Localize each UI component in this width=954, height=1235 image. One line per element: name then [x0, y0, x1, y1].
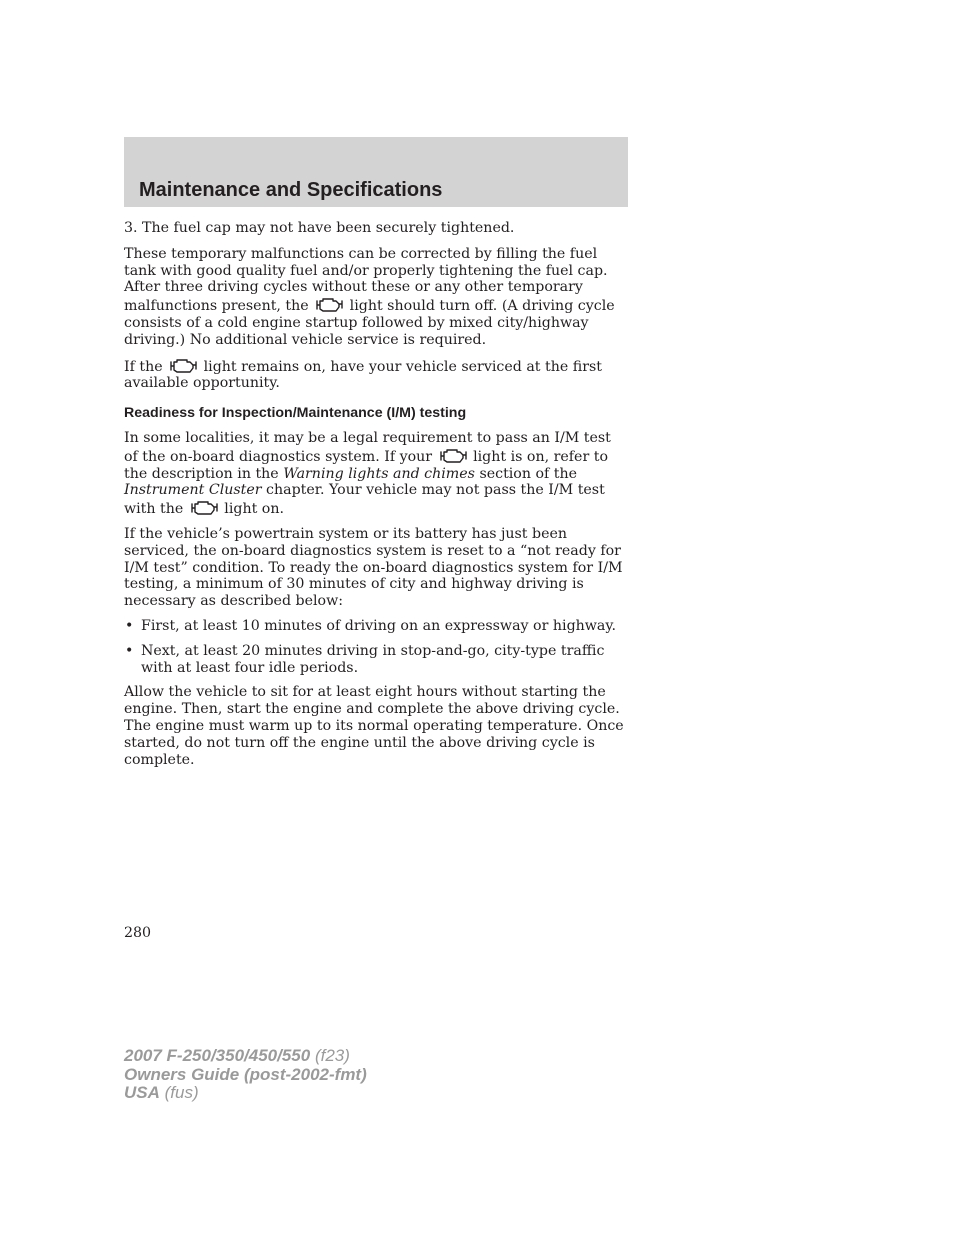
text-segment: light should turn off. (A driving cycle consists of a cold engine startup followed by mixed city/highway driving.) No additional vehicle service is required. [124, 298, 615, 348]
document-footer [124, 1047, 367, 1103]
text-segment: chapter. Your vehicle may not pass the I/M test with the [124, 482, 605, 518]
paragraph-powertrain-reset: If the vehicle’s powertrain system or its battery has just been serviced, the on-board diagnostics system is reset to a “not ready for I/M test” condition. To ready the on-board diagnostics system for I/M testing, a minimum of 30 minutes of city and highway driving is necessary as described below: [124, 525, 623, 610]
footer-model: 2007 F-250/350/450/550 [124, 1046, 311, 1065]
text-segment: section of the [474, 465, 578, 482]
list-item [124, 618, 629, 635]
section-title: Maintenance and Specifications [139, 179, 443, 201]
list-item-text: Next, at least 20 minutes driving in stop-and-go, city-type traffic with at least four idle periods. [141, 642, 605, 676]
footer-market-code: (fus) [159, 1083, 199, 1102]
section-header-band [124, 137, 628, 207]
reference-warning-lights: Warning lights and chimes [283, 465, 475, 482]
bullet-marker: • [125, 642, 134, 659]
footer-market: USA [124, 1083, 160, 1102]
text-segment: light is on, refer to the description in the [124, 448, 608, 482]
check-engine-icon [168, 357, 198, 375]
paragraph-fuel-cap: 3. The fuel cap may not have been securely tightened. [124, 220, 515, 236]
check-engine-icon [438, 447, 468, 465]
page-content [124, 220, 629, 776]
paragraph-light-remains-on [124, 357, 629, 393]
footer-line-model [124, 1047, 367, 1066]
check-engine-icon [189, 499, 219, 517]
text-segment: light remains on, have your vehicle serviced at the first available opportunity. [124, 358, 602, 392]
list-item-text: First, at least 10 minutes of driving on an expressway or highway. [141, 617, 617, 634]
check-engine-icon [314, 296, 344, 314]
footer-guide: Owners Guide (post-2002-fmt) [124, 1064, 367, 1084]
footer-model-code: (f23) [310, 1046, 350, 1065]
paragraph-allow-vehicle-sit: Allow the vehicle to sit for at least eight hours without starting the engine. Then, start the engine and complete the above driving cycle. The engine must warm up to its normal operating temperature. Once started, do not turn off the engine until the above driving cycle is complete. [124, 684, 624, 768]
text-segment: light on. [219, 501, 284, 518]
list-item [124, 643, 629, 677]
bullet-marker: • [125, 617, 134, 634]
text-segment: If the [124, 358, 168, 375]
reference-instrument-cluster: Instrument Cluster [124, 482, 262, 499]
paragraph-im-requirement [124, 430, 629, 518]
subheading-im-testing: Readiness for Inspection/Maintenance (I/M) testing [124, 405, 467, 422]
text-segment: In some localities, it may be a legal requirement to pass an I/M test of the on-board diagnostics system. If your [124, 429, 611, 465]
text-segment: These temporary malfunctions can be corrected by filling the fuel tank with good quality fuel and/or properly tightening the fuel cap. After three driving cycles without these or any other temporary malfunctions present, the [124, 245, 608, 315]
page-number: 280 [124, 925, 152, 941]
footer-line-guide [124, 1066, 367, 1085]
paragraph-temporary-malfunctions [124, 246, 629, 349]
footer-line-market [124, 1084, 367, 1103]
driving-requirements-list [124, 618, 629, 676]
